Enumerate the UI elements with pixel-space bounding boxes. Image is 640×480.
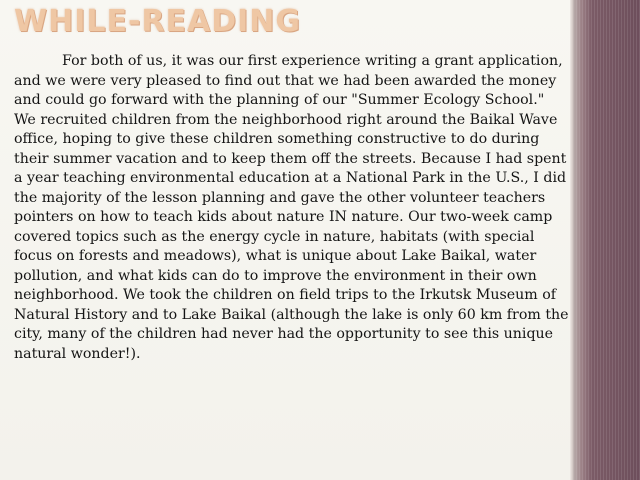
decorative-side-bar (570, 0, 640, 480)
side-bar-edge (570, 0, 573, 480)
slide-title: WHILE-READING (14, 4, 302, 39)
body-paragraph: For both of us, it was our first experience writing a grant application, and we were very pleased to find out that we had been awarded the money and could go forward with the planning of our "Summer Ecology School." We recruited children from the neighborhood right around the Baikal Wave office, hoping to give these children something constructive to do during their summer vacation and to keep them off the streets. Because I had spent a year teaching environmental education at a National Park in the U.S., I did the majority of the lesson planning and gave the other volunteer teachers pointers on how to teach kids about nature IN nature. Our two-week camp covered topics such as the energy cycle in nature, habitats (with special focus on forests and meadows), what is unique about Lake Baikal, water pollution, and what kids can do to improve the environment in their own neighborhood. We took the children on field trips to the Irkutsk Museum of Natural History and to Lake Baikal (although the lake is only 60 km from the city, many of the children had never had the opportunity to see this unique natural wonder!). (14, 53, 569, 362)
